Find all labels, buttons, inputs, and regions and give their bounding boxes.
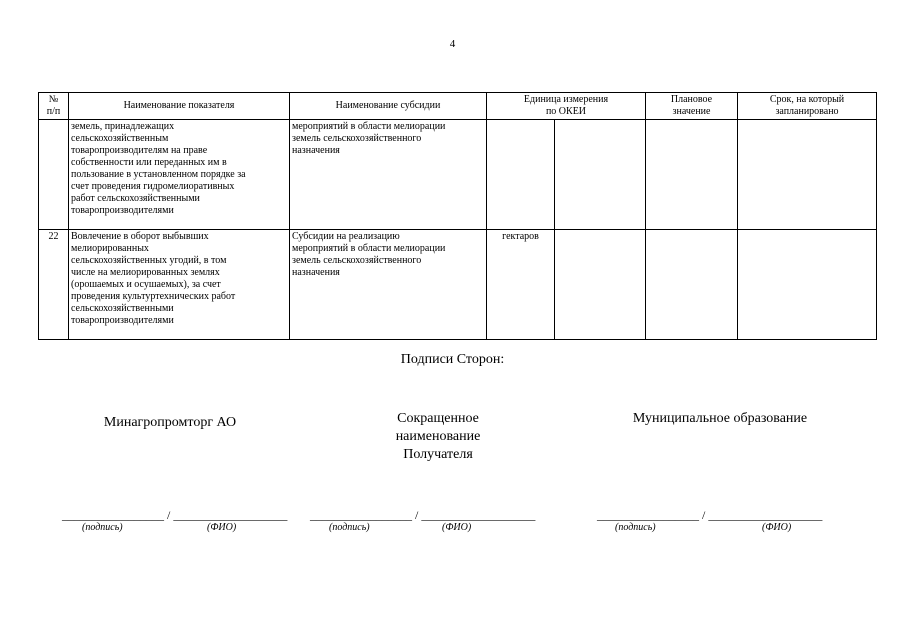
row-num <box>39 120 69 230</box>
row-term <box>738 230 877 340</box>
table-row <box>39 120 877 230</box>
page-number: 4 <box>449 38 456 50</box>
party-municipality: Муниципальное образование <box>632 411 808 426</box>
row-unit-code <box>555 120 646 230</box>
row-subsidy: Субсидии на реализацию мероприятий в области мелиорации земель сельскохозяйственного назначения <box>290 230 487 340</box>
signature-line-ministry: _________________ / ___________________ <box>62 508 288 522</box>
header-indicator: Наименование показателя <box>69 93 290 120</box>
row-planned <box>646 230 738 340</box>
row-indicator: Вовлечение в оборот выбывших мелиорированных сельскохозяйственных угодий, в том числе на мелиорированных землях (орошаемых и осушаемых), за счет проведения культуртехнических работ сельскохозяйственными товаропроизводителями <box>69 230 290 340</box>
indicators-table <box>38 92 877 340</box>
row-unit: гектаров <box>487 230 555 340</box>
row-subsidy: мероприятий в области мелиорации земель сельскохозяйственного назначения <box>290 120 487 230</box>
row-indicator: земель, принадлежащих сельскохозяйственным товаропроизводителям на праве собственности или переданных им в пользование в установленном порядке за счет проведения гидромелиоративных работ сельскохозяйственными товаропроизводителями <box>69 120 290 230</box>
signature-line-municipality: _________________ / ___________________ <box>597 508 823 522</box>
signature-hint: (подпись) <box>615 522 656 533</box>
name-hint: (ФИО) <box>207 522 237 533</box>
signature-hint: (подпись) <box>82 522 123 533</box>
table-header-row <box>39 93 877 120</box>
header-unit: Единица измерения по ОКЕИ <box>487 93 646 120</box>
name-hint: (ФИО) <box>762 522 792 533</box>
row-term <box>738 120 877 230</box>
signature-line-recipient: _________________ / ___________________ <box>310 508 536 522</box>
signature-hint: (подпись) <box>329 522 370 533</box>
row-num: 22 <box>39 230 69 340</box>
header-planned: Плановое значение <box>646 93 738 120</box>
party-ministry: Минагропромторг АО <box>103 415 237 430</box>
signatures-title: Подписи Сторон: <box>400 352 505 367</box>
row-unit <box>487 120 555 230</box>
header-subsidy: Наименование субсидии <box>290 93 487 120</box>
row-unit-code <box>555 230 646 340</box>
header-term: Срок, на который запланировано <box>738 93 877 120</box>
row-planned <box>646 120 738 230</box>
party-recipient: Сокращенное наименование Получателя <box>395 411 481 462</box>
header-num: № п/п <box>39 93 69 120</box>
table-row <box>39 230 877 340</box>
name-hint: (ФИО) <box>442 522 472 533</box>
